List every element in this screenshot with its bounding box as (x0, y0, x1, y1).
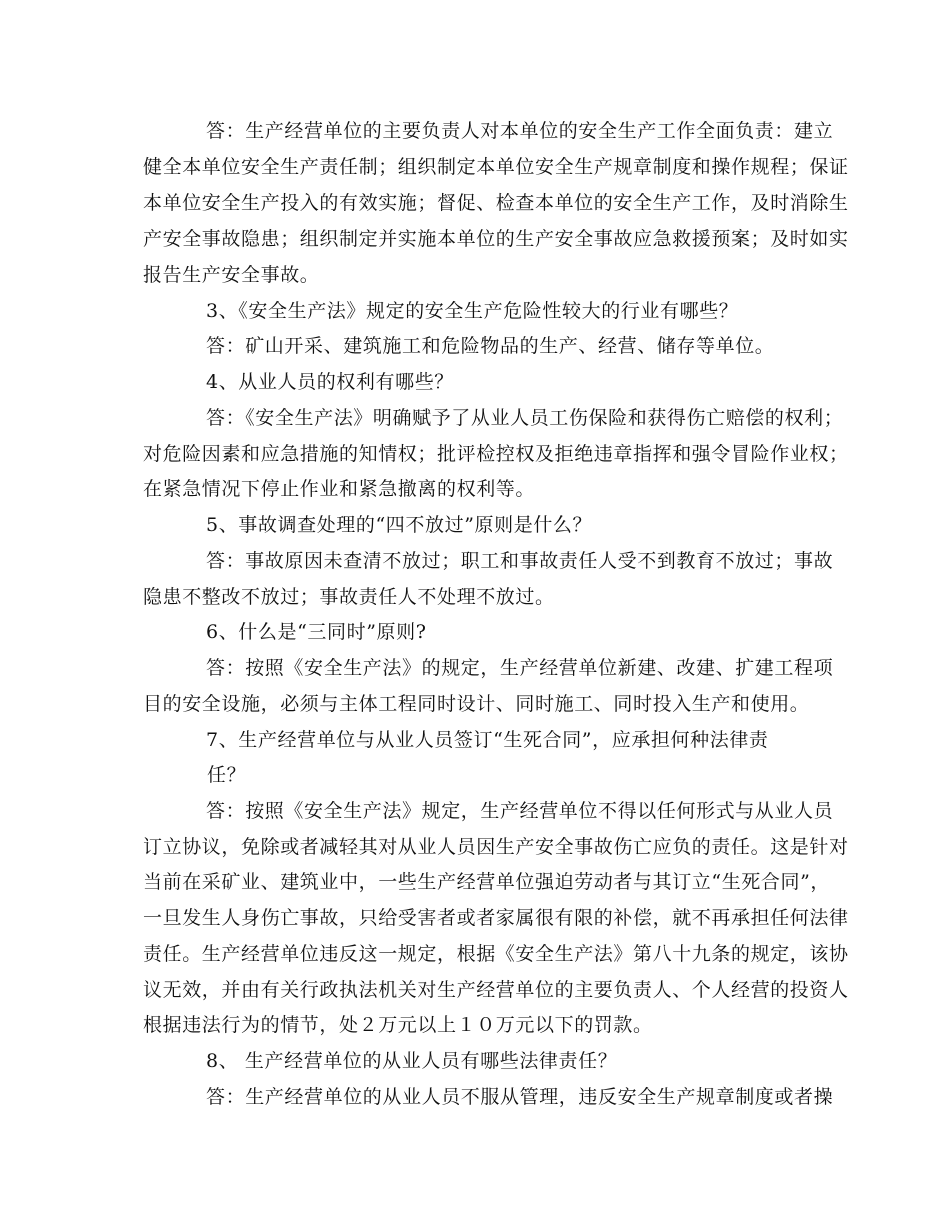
question-heading: 3、《安全生产法》规定的安全生产危险性较大的行业有哪些？ (206, 300, 739, 322)
paragraph-line: 当前在采矿业、建筑业中，一些生产经营单位强迫劳动者与其订立“生死合同”， (143, 871, 831, 893)
question-heading: 4、从业人员的权利有哪些？ (206, 371, 454, 393)
answer-line: 答：《安全生产法》明确赋予了从业人员工伤保险和获得伤亡赔偿的权利； (206, 407, 844, 429)
paragraph-line: 订立协议，免除或者减轻其对从业人员因生产安全事故伤亡应负的责任。这是针对 (143, 836, 849, 858)
paragraph-line: 对危险因素和应急措施的知情权；批评检控权及拒绝违章指挥和强令冒险作业权； (143, 443, 849, 465)
answer-line: 答：按照《安全生产法》规定，生产经营单位不得以任何形式与从业人员 (206, 800, 834, 822)
question-heading: 8、 生产经营单位的从业人员有哪些法律责任？ (206, 1050, 618, 1072)
paragraph-line: 议无效，并由有关行政执法机关对生产经营单位的主要负责人、个人经营的投资人 (143, 979, 849, 1001)
paragraph-line: 本单位安全生产投入的有效实施；督促、检查本单位的安全生产工作，及时消除生 (143, 192, 849, 214)
paragraph-line: 目的安全设施，必须与主体工程同时设计、同时施工、同时投入生产和使用。 (143, 693, 810, 715)
paragraph-line: 报告生产安全事故。 (143, 264, 320, 286)
paragraph-line: 健全本单位安全生产责任制；组织制定本单位安全生产规章制度和操作规程；保证 (143, 156, 849, 178)
paragraph-line: 在紧急情况下停止作业和紧急撤离的权利等。 (143, 478, 536, 500)
paragraph-line: 产安全事故隐患；组织制定并实施本单位的生产安全事故应急救援预案；及时如实 (143, 228, 849, 250)
paragraph-line: 答：生产经营单位的主要负责人对本单位的安全生产工作全面负责：建立 (206, 120, 834, 142)
paragraph-line: 责任。生产经营单位违反这一规定，根据《安全生产法》第八十九条的规定，该协 (143, 943, 849, 965)
paragraph-line: 隐患不整改不放过；事故责任人不处理不放过。 (143, 586, 555, 608)
question-heading: 6、什么是“三同时”原则? (206, 621, 427, 643)
question-heading-continuation: 任？ (207, 764, 247, 786)
paragraph-line: 一旦发生人身伤亡事故，只给受害者或者家属很有限的补偿，就不再承担任何法律 (143, 907, 849, 929)
paragraph-line: 根据违法行为的情节，处２万元以上１０万元以下的罚款。 (143, 1014, 653, 1036)
question-heading: 5、事故调查处理的“四不放过”原则是什么？ (206, 514, 593, 536)
answer-line: 答：矿山开采、建筑施工和危险物品的生产、经营、储存等单位。 (206, 335, 775, 357)
question-heading: 7、生产经营单位与从业人员签订“生死合同”，应承担何种法律责 (206, 729, 769, 751)
answer-line: 答：生产经营单位的从业人员不服从管理，违反安全生产规章制度或者操 (206, 1086, 834, 1108)
answer-line: 答：事故原因未查清不放过；职工和事故责任人受不到教育不放过；事故 (206, 550, 834, 572)
answer-line: 答：按照《安全生产法》的规定，生产经营单位新建、改建、扩建工程项 (206, 657, 834, 679)
